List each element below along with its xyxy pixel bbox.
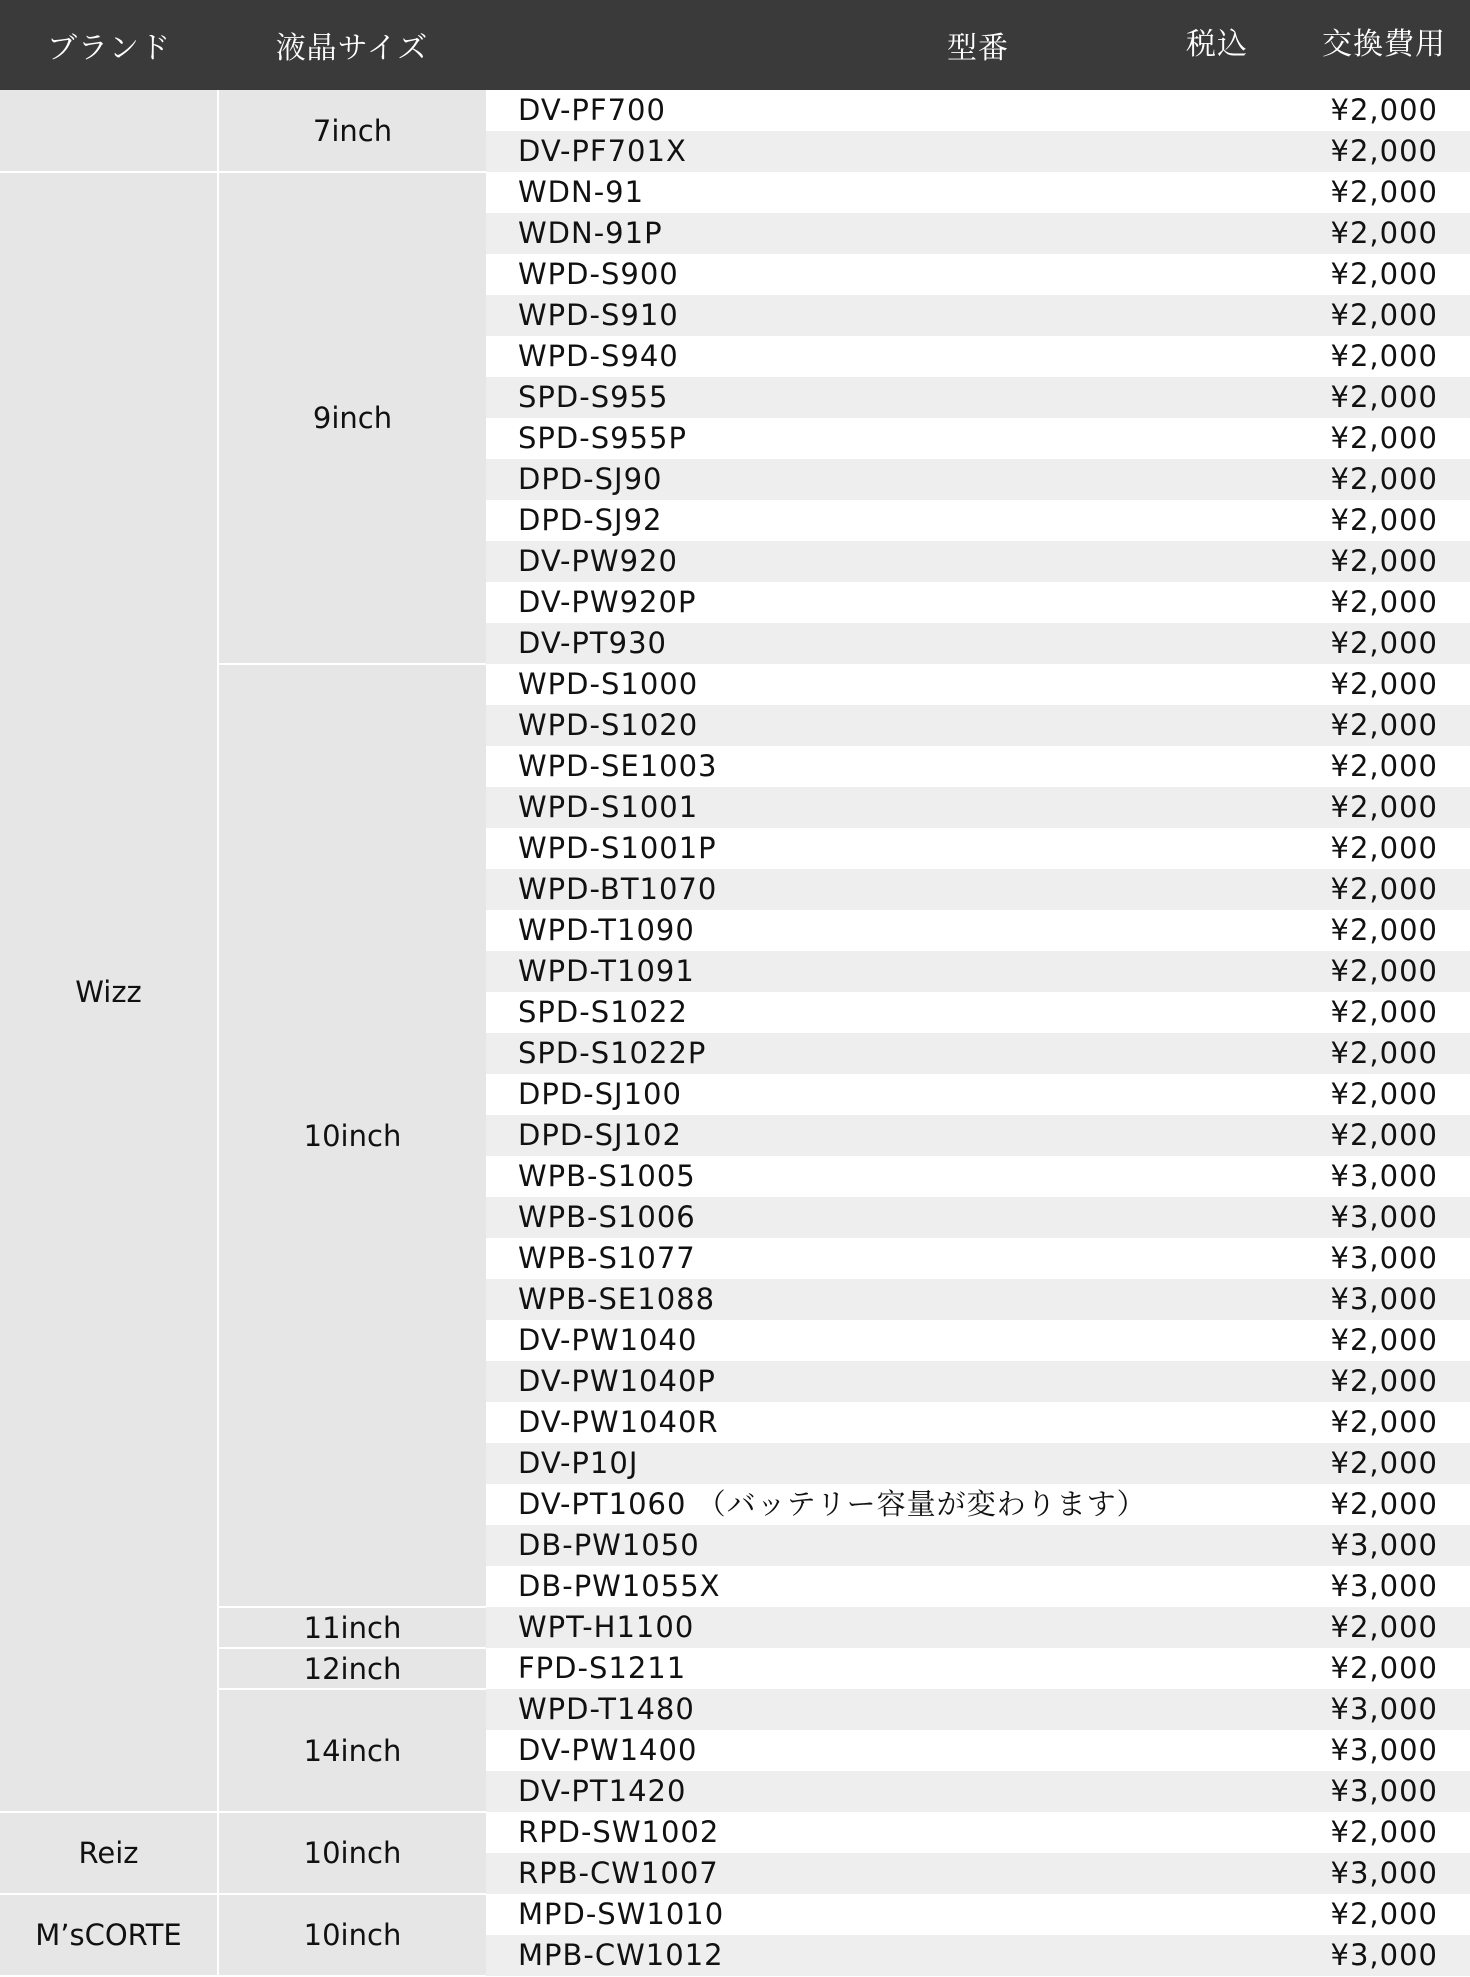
- exchange-price: ¥2,000: [1330, 1487, 1438, 1521]
- model-number: WPD-S940: [518, 339, 679, 373]
- exchange-price: ¥2,000: [1330, 626, 1438, 660]
- model-number: DV-PW1400: [518, 1733, 698, 1767]
- exchange-price: ¥3,000: [1330, 1692, 1438, 1726]
- model-number: WPB-S1005: [518, 1159, 696, 1193]
- size-cell: 11inch: [218, 1607, 486, 1648]
- model-number: WDN-91P: [518, 216, 663, 250]
- exchange-price: ¥2,000: [1330, 708, 1438, 742]
- model-cell: [486, 787, 1470, 828]
- model-cell: [486, 131, 1470, 172]
- model-cell: [486, 541, 1470, 582]
- model-number: SPD-S955: [518, 380, 669, 414]
- table-row: [0, 1648, 1470, 1689]
- exchange-price: ¥2,000: [1330, 1897, 1438, 1931]
- model-cell: [486, 1730, 1470, 1771]
- model-cell: [486, 1812, 1470, 1853]
- exchange-price: ¥2,000: [1330, 1815, 1438, 1849]
- exchange-price: ¥2,000: [1330, 175, 1438, 209]
- model-cell: [486, 90, 1470, 131]
- model-cell: [486, 1033, 1470, 1074]
- exchange-price: ¥2,000: [1330, 93, 1438, 127]
- model-number: DV-PF700: [518, 93, 666, 127]
- model-number: DB-PW1050: [518, 1528, 700, 1562]
- model-number: FPD-S1211: [518, 1651, 687, 1685]
- model-cell: [486, 869, 1470, 910]
- model-number: WPD-S910: [518, 298, 679, 332]
- model-cell: [486, 1894, 1470, 1935]
- table-row: [0, 1689, 1470, 1730]
- size-cell: 12inch: [218, 1648, 486, 1689]
- exchange-price: ¥2,000: [1330, 503, 1438, 537]
- header-row: [0, 0, 1470, 90]
- header-fee: 交換費用: [1322, 27, 1446, 62]
- model-number: DV-PW920: [518, 544, 678, 578]
- exchange-price: ¥2,000: [1330, 1118, 1438, 1152]
- model-number: RPD-SW1002: [518, 1815, 720, 1849]
- model-number: WPD-BT1070: [518, 872, 718, 906]
- model-cell: [486, 705, 1470, 746]
- exchange-price: ¥2,000: [1330, 1364, 1438, 1398]
- model-cell: [486, 828, 1470, 869]
- table-row: [0, 90, 1470, 131]
- model-number: DPD-SJ92: [518, 503, 663, 537]
- model-cell: [486, 1607, 1470, 1648]
- model-number: WDN-91: [518, 175, 645, 209]
- model-number: MPD-SW1010: [518, 1897, 725, 1931]
- exchange-price: ¥3,000: [1330, 1200, 1438, 1234]
- model-number: DV-PF701X: [518, 134, 687, 168]
- model-number: DV-PW1040R: [518, 1405, 719, 1439]
- brand-cell: [0, 90, 218, 172]
- header-model-cell: [486, 0, 1470, 90]
- exchange-price: ¥3,000: [1330, 1569, 1438, 1603]
- exchange-price: ¥3,000: [1330, 1938, 1438, 1972]
- exchange-price: ¥2,000: [1330, 1446, 1438, 1480]
- exchange-price: ¥2,000: [1330, 1323, 1438, 1357]
- model-cell: [486, 664, 1470, 705]
- table-row: [0, 1894, 1470, 1935]
- model-cell: [486, 992, 1470, 1033]
- model-number: WPB-S1006: [518, 1200, 696, 1234]
- model-cell: [486, 1525, 1470, 1566]
- size-cell: 10inch: [218, 1894, 486, 1976]
- model-number: WPB-S1077: [518, 1241, 696, 1275]
- model-cell: [486, 623, 1470, 664]
- size-cell: 7inch: [218, 90, 486, 172]
- model-cell: [486, 1853, 1470, 1894]
- brand-cell: Reiz: [0, 1812, 218, 1894]
- model-number: WPD-S1000: [518, 667, 699, 701]
- exchange-price: ¥2,000: [1330, 1651, 1438, 1685]
- model-cell: [486, 213, 1470, 254]
- exchange-price: ¥2,000: [1330, 298, 1438, 332]
- model-cell: [486, 1115, 1470, 1156]
- header-size: 液晶サイズ: [218, 0, 486, 90]
- brand-cell: Wizz: [0, 172, 218, 1812]
- size-cell: 10inch: [218, 1812, 486, 1894]
- model-cell: [486, 1689, 1470, 1730]
- header-model: 型番: [947, 31, 1009, 66]
- exchange-price: ¥2,000: [1330, 1077, 1438, 1111]
- exchange-price: ¥2,000: [1330, 544, 1438, 578]
- model-number: WPD-S900: [518, 257, 679, 291]
- exchange-price: ¥2,000: [1330, 216, 1438, 250]
- exchange-price: ¥2,000: [1330, 585, 1438, 619]
- model-cell: [486, 172, 1470, 213]
- model-cell: [486, 746, 1470, 787]
- model-number: DV-PW1040P: [518, 1364, 716, 1398]
- table-row: [0, 1812, 1470, 1853]
- model-cell: [486, 1156, 1470, 1197]
- model-number: WPD-S1001: [518, 790, 699, 824]
- model-number: WPD-S1020: [518, 708, 699, 742]
- exchange-price: ¥3,000: [1330, 1282, 1438, 1316]
- model-cell: [486, 1566, 1470, 1607]
- model-cell: [486, 459, 1470, 500]
- brand-cell: M’sCORTE: [0, 1894, 218, 1976]
- model-cell: [486, 582, 1470, 623]
- table-row: [0, 664, 1470, 705]
- model-cell: [486, 1402, 1470, 1443]
- exchange-price: ¥2,000: [1330, 995, 1438, 1029]
- exchange-price: ¥3,000: [1330, 1528, 1438, 1562]
- exchange-price: ¥2,000: [1330, 339, 1438, 373]
- exchange-price: ¥2,000: [1330, 872, 1438, 906]
- model-number: DPD-SJ102: [518, 1118, 682, 1152]
- exchange-price: ¥2,000: [1330, 913, 1438, 947]
- exchange-price: ¥2,000: [1330, 790, 1438, 824]
- model-number: WPD-SE1003: [518, 749, 718, 783]
- header-brand: ブランド: [0, 0, 218, 90]
- header-tax: 税込: [1186, 27, 1248, 62]
- exchange-price: ¥2,000: [1330, 1036, 1438, 1070]
- model-number: SPD-S1022: [518, 995, 688, 1029]
- model-number: DPD-SJ100: [518, 1077, 682, 1111]
- model-number: WPD-T1090: [518, 913, 695, 947]
- model-number: RPB-CW1007: [518, 1856, 719, 1890]
- model-cell: [486, 1320, 1470, 1361]
- exchange-price: ¥3,000: [1330, 1774, 1438, 1808]
- model-cell: [486, 1484, 1470, 1525]
- exchange-price: ¥2,000: [1330, 462, 1438, 496]
- model-number: DB-PW1055X: [518, 1569, 721, 1603]
- size-cell: 14inch: [218, 1689, 486, 1812]
- table-body: [0, 90, 1470, 1976]
- size-cell: 10inch: [218, 664, 486, 1607]
- model-cell: [486, 377, 1470, 418]
- model-number: WPD-T1091: [518, 954, 695, 988]
- model-cell: [486, 1935, 1470, 1976]
- model-cell: [486, 500, 1470, 541]
- model-number: DV-PT1420: [518, 1774, 687, 1808]
- model-cell: [486, 1648, 1470, 1689]
- model-number: DV-PT1060 （バッテリー容量が変わります）: [518, 1487, 1147, 1521]
- model-number: DV-PT930: [518, 626, 667, 660]
- model-cell: [486, 910, 1470, 951]
- model-cell: [486, 1279, 1470, 1320]
- model-number: DPD-SJ90: [518, 462, 663, 496]
- exchange-price: ¥3,000: [1330, 1241, 1438, 1275]
- exchange-price: ¥3,000: [1330, 1159, 1438, 1193]
- model-number: SPD-S1022P: [518, 1036, 707, 1070]
- exchange-price: ¥2,000: [1330, 380, 1438, 414]
- model-cell: [486, 1074, 1470, 1115]
- model-number: WPD-S1001P: [518, 831, 717, 865]
- exchange-price: ¥2,000: [1330, 831, 1438, 865]
- exchange-price: ¥3,000: [1330, 1856, 1438, 1890]
- table-row: [0, 172, 1470, 213]
- table-row: [0, 1607, 1470, 1648]
- model-number: DV-PW920P: [518, 585, 697, 619]
- model-number: WPB-SE1088: [518, 1282, 716, 1316]
- exchange-price: ¥2,000: [1330, 421, 1438, 455]
- model-cell: [486, 254, 1470, 295]
- model-number: DV-P10J: [518, 1446, 639, 1480]
- model-number: MPB-CW1012: [518, 1938, 724, 1972]
- exchange-price: ¥3,000: [1330, 1733, 1438, 1767]
- model-cell: [486, 418, 1470, 459]
- model-cell: [486, 1771, 1470, 1812]
- model-number: WPD-T1480: [518, 1692, 695, 1726]
- model-number: DV-PW1040: [518, 1323, 698, 1357]
- exchange-price: ¥2,000: [1330, 954, 1438, 988]
- model-cell: [486, 336, 1470, 377]
- exchange-price: ¥2,000: [1330, 1610, 1438, 1644]
- exchange-price: ¥2,000: [1330, 1405, 1438, 1439]
- model-cell: [486, 951, 1470, 992]
- exchange-price: ¥2,000: [1330, 667, 1438, 701]
- model-cell: [486, 1238, 1470, 1279]
- table-header: [0, 0, 1470, 90]
- model-cell: [486, 1197, 1470, 1238]
- size-cell: 9inch: [218, 172, 486, 664]
- model-cell: [486, 295, 1470, 336]
- exchange-price: ¥2,000: [1330, 134, 1438, 168]
- model-number: SPD-S955P: [518, 421, 687, 455]
- model-cell: [486, 1361, 1470, 1402]
- exchange-price: ¥2,000: [1330, 749, 1438, 783]
- model-cell: [486, 1443, 1470, 1484]
- exchange-price: ¥2,000: [1330, 257, 1438, 291]
- model-number: WPT-H1100: [518, 1610, 695, 1644]
